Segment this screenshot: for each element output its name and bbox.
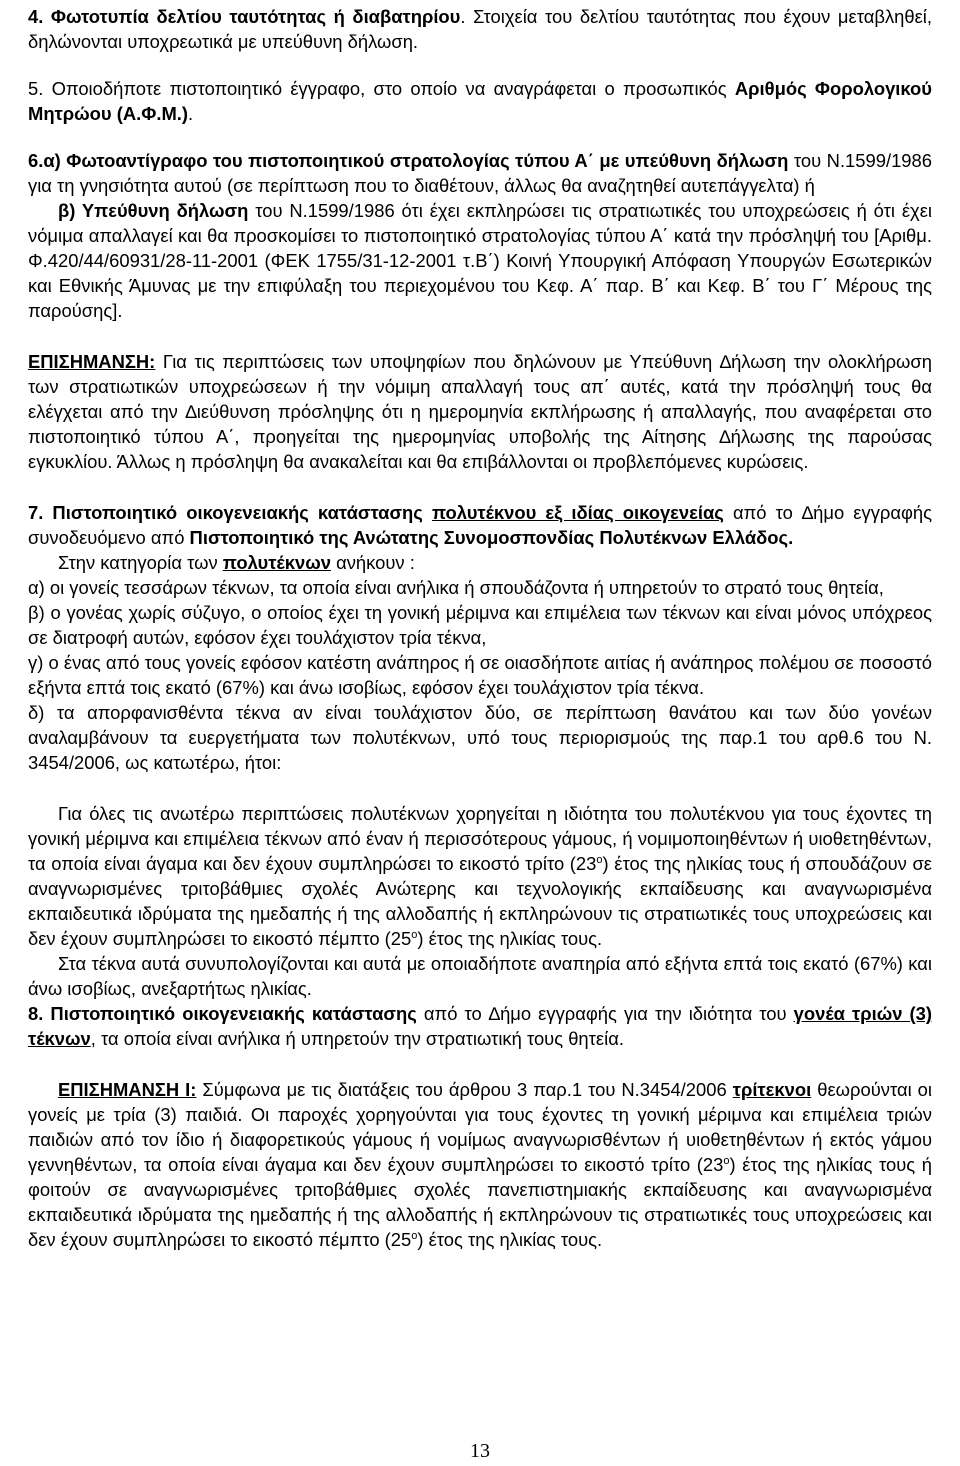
notice-2-text-d: ) έτος της ηλικίας τους. [417,1229,603,1250]
item-7-paragraph [28,500,932,550]
page-number: 13 [470,1440,490,1462]
item-8-paragraph [28,1001,932,1051]
item-8-delta: ∆ [488,1003,501,1024]
notice-2-bold-underlined: τρίτεκνοι [732,1079,812,1100]
item-7-para1-a: Για όλες τις ανωτέρω περιπτώσεις πολυτέκνων χορηγείται η ιδιότητα του πολυτέκνου για τους έχοντες τη γονική μέριμνα και επιμέλεια τέκνων από έναν ή περισσότερους γάμους, ή νομιμοποιηθέντων ή υιοθετηθέντων, τα οποία είναι άγαμα και δεν έχουν συμπληρώσει το εικοστό τρίτο (23 [28,803,932,874]
item-4-prefix: 4. Φωτοτυπία [28,6,157,27]
item-5-bold: Αριθμός Φορολογικού Μητρώου (Α.Φ.Μ.) [28,78,932,124]
notice-2-sup-2: ο [411,1229,418,1242]
item-7-delta: ∆ [801,502,814,523]
item-8-text-1: από το [416,1003,489,1024]
item-7-case-c: γ) ο ένας από τους γονείς εφόσον κατέστη ανάπηρος ή σε οιασδήποτε αιτίας ή ανάπηρος πολέμου σε ποσοστό εξήντα επτά τοις εκατό (67%) και άνω ισοβίως, εφόσον έχει τουλάχιστον τρία τέκνα. [28,652,932,698]
item-7-text-2: ήμο εγγραφής συνοδευόμενο από [28,502,933,548]
item-7-category-pre: Στην κατηγορία των [58,552,223,573]
notice-1-delta-2: ∆ [185,401,197,422]
item-7-bold-1: 7. Πιστοποιητικό οικογενειακής κατάστασης [28,502,432,523]
notice-1-text-a: Για τις περιπτώσεις των υποψηφίων που δηλώνουν με Υπεύθυνη [155,351,720,372]
item-6a-paragraph [28,148,932,198]
item-4-text: . Στοιχεία του δελτίου ταυτότητας που έχουν μεταβληθεί, δηλώνονται υποχρεωτικά με υπεύθυνη δήλωση. [28,6,932,52]
item-7-case-b: β) ο γονέας χωρίς σύζυγο, ο οποίος έχει τη γονική μέριμνα και επιμέλεια των τέκνων και είναι μόνος υπόχρεος σε διατροφή αυτών, εφόσον έχει τουλάχιστον τρία τέκνα, [28,602,932,648]
item-8-text-3: , τα οποία είναι ανήλικα ή υπηρετούν την στρατιωτική τους θητεία. [90,1028,624,1049]
item-7-para1-sup-2: ο [411,928,418,941]
item-6b-paragraph [28,198,932,323]
item-7-category-line [28,550,932,575]
item-5-prefix: 5. Οποιοδήποτε πιστοποιητικό έγγραφο, στο οποίο να αναγράφεται ο προσωπικός [28,78,735,99]
notice-2-text-a: Σύμφωνα με τις διατάξεις του άρθρου 3 παρ.1 του Ν.3454/2006 [196,1079,733,1100]
item-5-paragraph [28,76,932,126]
item-4-bold: δελτίου ταυτότητας ή διαβατηρίου [156,6,461,27]
item-7-text-1: από το [723,502,802,523]
item-8-bold-underlined: γονέα τριών (3) τέκνων [28,1003,933,1049]
item-7-bold-underlined: πολυτέκνου εξ ιδίας οικογενείας [431,502,724,523]
notice-2-sup-1: ο [723,1154,730,1167]
item-7-category-post: ανήκουν : [330,552,415,573]
notice-2-paragraph [28,1077,932,1252]
item-6a-bold: 6.α) Φωτοαντίγραφο του πιστοποιητικού στρατολογίας τύπου Α΄ με υπεύθυνη δήλωση [28,150,789,171]
notice-1-delta-3: ∆ [719,426,731,447]
notice-2-text-c: ) έτος της ηλικίας τους ή φοιτούν σε αναγνωρισμένες τριτοβάθμιες σχολές πανεπιστημιακής εκπαίδευσης και αναγνωρισμένα εκπαιδευτικά ιδρύματα της ημεδαπής ή της αλλοδαπής ή εκπληρώνουν τις στρατιωτικές τους υποχρεώσεις και δεν έχουν συμπληρώσει το εικοστό πέμπτο (25 [28,1154,932,1250]
notice-1-text-d: ήλωσης της παρούσας εγκυκλίου. Άλλως η πρόσληψη θα ανακαλείται και θα επιβάλλονται οι προβλεπόμενες κυρώσεις. [28,426,932,472]
item-4-paragraph [28,4,932,54]
item-6a-text: του Ν.1599/1986 για τη γνησιότητα αυτού (σε περίπτωση που το διαθέτουν, άλλως θα αναζητηθεί αυτεπάγγελτα) ή [28,150,932,196]
item-5-text: . [188,103,194,124]
item-7-paragraph-2: Στα τέκνα αυτά συνυπολογίζονται και αυτά με οποιαδήποτε αναπηρία από εξήντα επτά τοις εκατό (67%) και άνω ισοβίως, ανεξαρτήτως ηλικίας. [28,953,932,999]
item-7-case-a: α) οι γονείς τεσσάρων τέκνων, τα οποία είναι ανήλικα ή σπουδάζοντα ή υπηρετούν το στρατό τους θητεία, [28,577,884,598]
notice-1-text-b: ήλωση την ολοκλήρωση των στρατιωτικών υποχρεώσεων ή την νόμιμη απαλλαγή τους απ΄ αυτές, κατά την πρόσληψή τους θα ελέγχεται από την [28,351,932,422]
item-7-case-d: δ) τα απορφανισθέντα τέκνα αν είναι τουλάχιστον δύο, σε περίπτωση θανάτου και των δύο γονέων αναλαμβάνουν τα ευεργετήματα των πολυτέκνων, υπό τους περιορισμούς της παρ.1 του αρθ.6 του Ν. 3454/2006, ως κατωτέρω, ήτοι: [28,702,932,773]
notice-1-label: ΕΠΙΣΗΜΑΝΣΗ: [28,351,156,372]
item-7-para1-sup-1: ο [596,853,603,866]
item-7-para1-c: ) έτος της ηλικίας τους. [417,928,603,949]
notice-2-label: ΕΠΙΣΗΜΑΝΣΗ Ι: [58,1079,197,1100]
item-7-para1-b: ) έτος της ηλικίας τους ή σπουδάζουν σε αναγνωρισμένες τριτοβάθμιες σχολές Ανώτερης και τεχνολογικής εκπαίδευσης και αναγνωρισμένα εκπαιδευτικά ιδρύματα της ημεδαπής ή της αλλοδαπής ή εκπληρώνουν τις στρατιωτικές τους υποχρεώσεις και δεν έχουν συμπληρώσει το εικοστό πέμπτο (25 [28,853,933,949]
item-7-bold-2: Πιστοποιητικό της Ανώτατης Συνομοσπονδίας Πολυτέκνων Ελλάδος. [189,527,794,548]
document-body [28,4,932,1252]
item-6b-text: του Ν.1599/1986 ότι έχει εκπληρώσει τις στρατιωτικές του υποχρεώσεις ή ότι έχει νόμιμα απαλλαγεί και θα προσκομίσει το πιστοποιητικό στρατολογίας τύπου Α΄ κατά την πρόσληψή του [Αριθμ. Φ.420/44/60931/28-11-2001 (ΦΕΚ 1755/31-12-2001 τ.Β΄) Κοινή Υπουργική Απόφαση Υπουργών Εσωτερικών και Εθνικής Άμυνας με την επιφύλαξη του περιεχομένου του Κεφ. Α΄ παρ. Β΄ και Κεφ. Β΄ του Γ΄ Μέρους της παρούσης]. [28,200,932,321]
notice-1-text-c: ιεύθυνση πρόσληψης ότι η ημερομηνία εκπλήρωσης ή απαλλαγής, που αναφέρεται στο πιστοποιητικό τύπου Α΄, προηγείται της ημερομηνίας υποβολής της Αίτησης [28,401,932,447]
notice-1-paragraph [28,349,932,474]
item-6b-bold: β) Υπεύθυνη δήλωση [58,200,249,221]
item-8-text-2: ήμο εγγραφής για την ιδιότητα του [500,1003,794,1024]
item-8-bold: 8. Πιστοποιητικό οικογενειακής κατάστασης [28,1003,417,1024]
notice-1-delta-1: ∆ [719,351,732,372]
item-7-category-word: πολυτέκνων [222,552,331,573]
notice-2-text-b: θεωρούνται οι γονείς με τρία (3) παιδιά. Οι παροχές χορηγούνται για τους έχοντες τη γονική μέριμνα και επιμέλεια τριών παιδιών από τον ίδιο ή διαφορετικούς γάμους ή νομίμως αναγνωρισθέντων ή υιοθετηθέντων ή εκτός γάμου γεννηθέντων, τα οποία είναι άγαμα και δεν έχουν συμπληρώσει το εικοστό τρίτο (23 [28,1079,932,1175]
item-7-paragraph-1 [28,801,932,951]
